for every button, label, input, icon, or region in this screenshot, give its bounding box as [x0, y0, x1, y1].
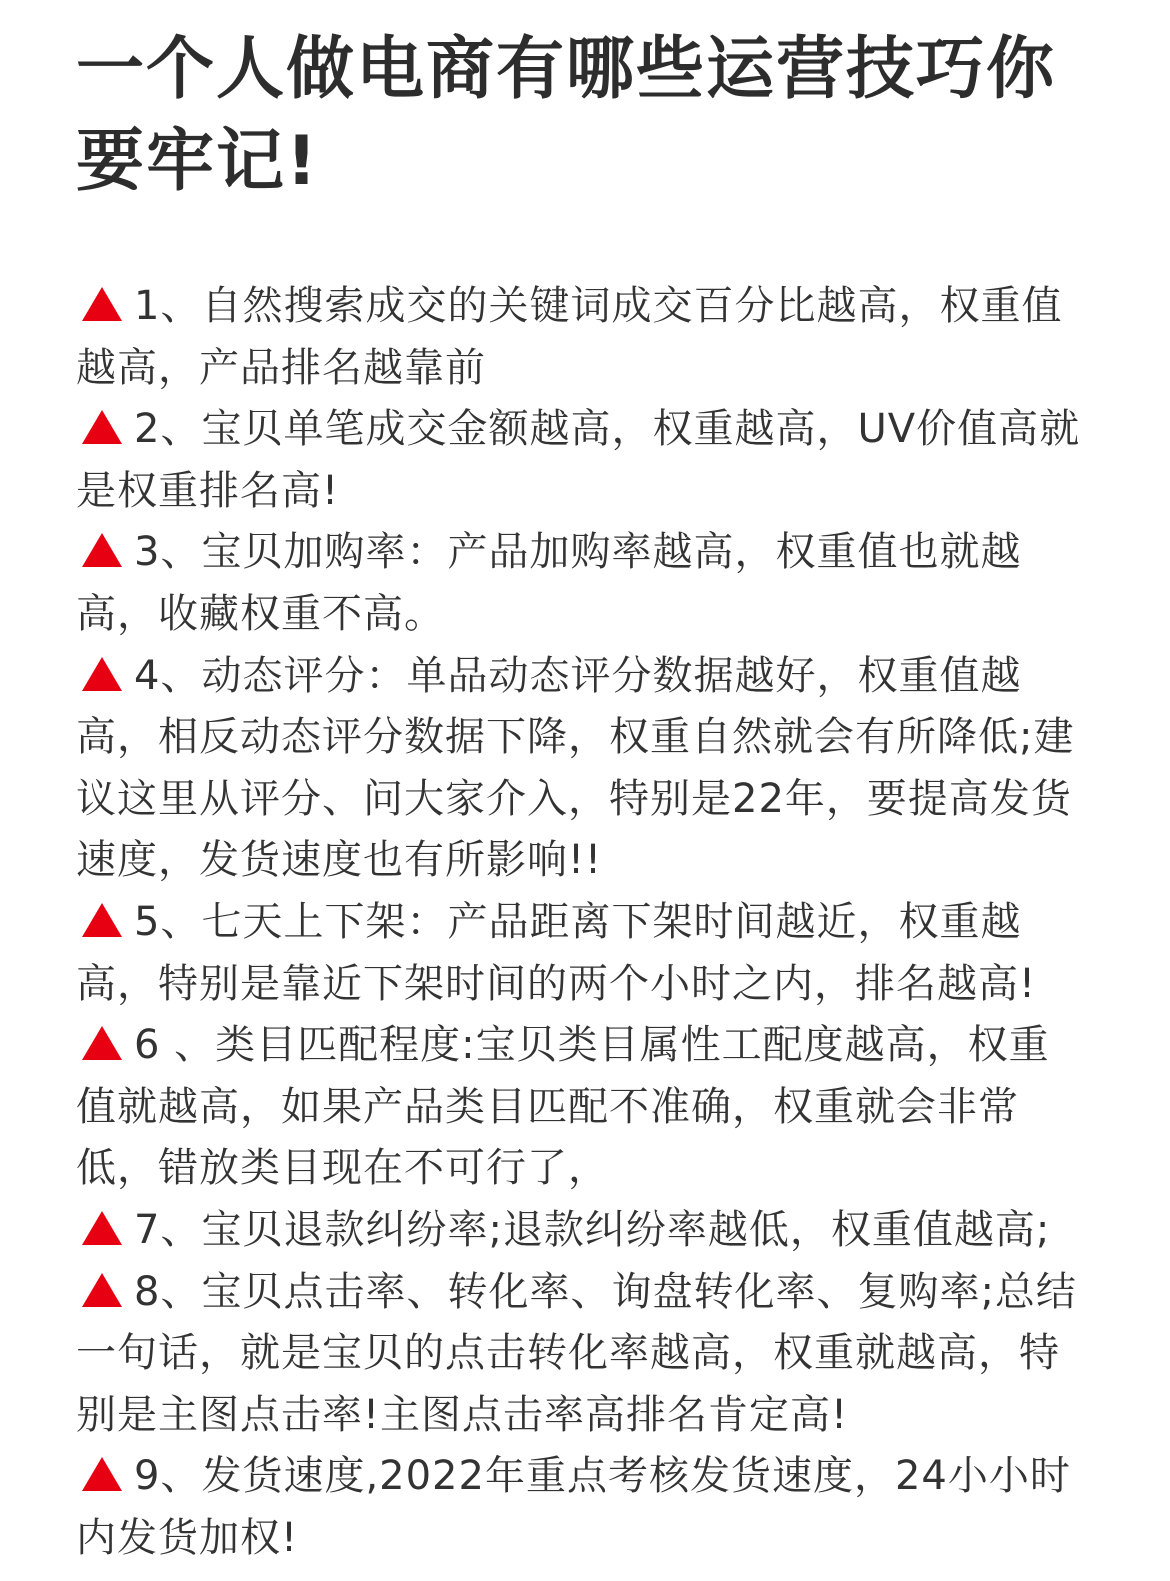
page-title: 一个人做电商有哪些运营技巧你要牢记!: [76, 30, 1057, 201]
list-item-text: 7、宝贝退款纠纷率;退款纠纷率越低，权重值越高;: [134, 1206, 1051, 1253]
red-triangle-icon: [82, 1273, 122, 1307]
red-triangle-icon: [82, 1026, 122, 1060]
list-item-text: 1、自然搜索成交的关键词成交百分比越高，权重值越高，产品排名越靠前: [76, 283, 1063, 391]
list-item-text: 9、发货速度,2022年重点考核发货速度，24小小时内发货加权!: [76, 1453, 1071, 1561]
list-item: [76, 1446, 1086, 1569]
red-triangle-icon: [82, 410, 122, 444]
tips-list: [76, 276, 1086, 1569]
red-triangle-icon: [82, 533, 122, 567]
list-item: [76, 399, 1086, 522]
red-triangle-icon: [82, 287, 122, 321]
red-triangle-icon: [82, 903, 122, 937]
list-item: [76, 892, 1086, 1015]
list-item: [76, 1015, 1086, 1200]
red-triangle-icon: [82, 657, 122, 691]
list-item: [76, 276, 1086, 399]
list-item: [76, 1200, 1086, 1262]
list-item: [76, 646, 1086, 892]
list-item-text: 5、七天上下架：产品距离下架时间越近，权重越高，特别是靠近下架时间的两个小时之内，排名越高!: [76, 898, 1037, 1007]
list-item-text: 8、宝贝点击率、转化率、询盘转化率、复购率;总结一句话，就是宝贝的点击转化率越高，权重就越高，特别是主图点击率!主图点击率高排名肯定高!: [76, 1268, 1077, 1438]
red-triangle-icon: [82, 1457, 122, 1491]
list-item: [76, 522, 1086, 645]
list-item-text: 3、宝贝加购率：产品加购率越高，权重值也就越高，收藏权重不高。: [76, 529, 1022, 637]
list-item-text: 6 、类目匹配程度:宝贝类目属性工配度越高，权重值就越高，如果产品类目匹配不准确，权重就会非常低，错放类目现在不可行了，: [76, 1022, 1050, 1192]
list-item-text: 2、宝贝单笔成交金额越高，权重越高，UV价值高就是权重排名高!: [76, 406, 1081, 514]
list-item: [76, 1262, 1086, 1447]
list-item-text: 4、动态评分：单品动态评分数据越好，权重值越高，相反动态评分数据下降，权重自然就会有所降低;建议这里从评分、问大家介入，特别是22年，要提高发货速度，发货速度也有所影响!!: [76, 652, 1075, 884]
red-triangle-icon: [82, 1211, 122, 1245]
